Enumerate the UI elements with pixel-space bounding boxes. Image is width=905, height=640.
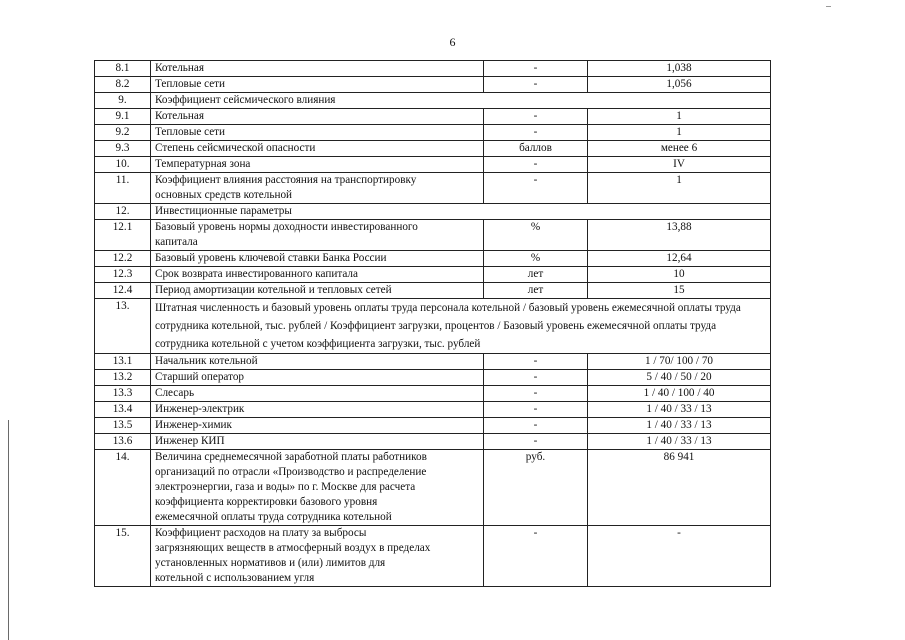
row-number: 12.4 xyxy=(95,283,151,299)
table-row xyxy=(95,77,771,93)
row-unit: - xyxy=(484,434,588,450)
row-unit: - xyxy=(484,354,588,370)
row-name: Слесарь xyxy=(151,386,484,402)
row-unit: - xyxy=(484,125,588,141)
row-number: 9.3 xyxy=(95,141,151,157)
row-unit: % xyxy=(484,220,588,251)
row-name: Базовый уровень ключевой ставки Банка России xyxy=(151,251,484,267)
row-name: Инженер-химик xyxy=(151,418,484,434)
row-number: 12.2 xyxy=(95,251,151,267)
row-name: Температурная зона xyxy=(151,157,484,173)
row-unit: баллов xyxy=(484,141,588,157)
table-row xyxy=(95,173,771,204)
row-unit: - xyxy=(484,386,588,402)
row-number: 11. xyxy=(95,173,151,204)
row-unit: - xyxy=(484,370,588,386)
row-number: 9. xyxy=(95,93,151,109)
section-title: Штатная численность и базовый уровень оплаты труда персонала котельной / базовый уровень ежемесячной оплаты труда сотрудника котельной, тыс. рублей / Коэффициент загрузки, процентов / Базовый уровень ежемесячной оплаты труда сотрудника котельной с учетом коэффициента загрузки, тыс. рублей xyxy=(151,299,771,354)
scan-artifact-dot xyxy=(826,6,831,7)
row-unit: - xyxy=(484,402,588,418)
row-value: 1 xyxy=(588,109,771,125)
row-unit: - xyxy=(484,157,588,173)
table-row xyxy=(95,450,771,526)
row-number: 9.2 xyxy=(95,125,151,141)
row-number: 8.1 xyxy=(95,61,151,77)
row-number: 13.2 xyxy=(95,370,151,386)
row-name: Величина среднемесячной заработной платы работников организаций по отрасли «Производство и распределение электроэнергии, газа и воды» по г. Москве для расчета коэффициента корректировки базового уровня ежемесячной оплаты труда сотрудника котельной xyxy=(151,450,484,526)
row-number: 15. xyxy=(95,526,151,587)
row-number: 12.3 xyxy=(95,267,151,283)
row-name: Начальник котельной xyxy=(151,354,484,370)
row-number: 13. xyxy=(95,299,151,354)
table-row xyxy=(95,434,771,450)
row-name: Старший оператор xyxy=(151,370,484,386)
row-unit: - xyxy=(484,77,588,93)
scan-artifact-line xyxy=(8,420,9,640)
row-number: 13.6 xyxy=(95,434,151,450)
parameters-table xyxy=(94,60,771,587)
section-title: Инвестиционные параметры xyxy=(151,204,771,220)
table-row xyxy=(95,157,771,173)
row-number: 13.4 xyxy=(95,402,151,418)
row-number: 13.3 xyxy=(95,386,151,402)
row-unit: лет xyxy=(484,267,588,283)
row-value: IV xyxy=(588,157,771,173)
section-row xyxy=(95,93,771,109)
row-number: 14. xyxy=(95,450,151,526)
row-value: 1 / 40 / 33 / 13 xyxy=(588,434,771,450)
table-row xyxy=(95,418,771,434)
row-unit: - xyxy=(484,173,588,204)
table-row xyxy=(95,354,771,370)
row-number: 12. xyxy=(95,204,151,220)
table-row xyxy=(95,370,771,386)
row-value: 5 / 40 / 50 / 20 xyxy=(588,370,771,386)
row-name: Котельная xyxy=(151,109,484,125)
row-name: Степень сейсмической опасности xyxy=(151,141,484,157)
table-row xyxy=(95,141,771,157)
row-unit: - xyxy=(484,418,588,434)
section-title: Коэффициент сейсмического влияния xyxy=(151,93,771,109)
table-row xyxy=(95,220,771,251)
table-row xyxy=(95,251,771,267)
row-number: 8.2 xyxy=(95,77,151,93)
table-row xyxy=(95,386,771,402)
table-row xyxy=(95,402,771,418)
table-row xyxy=(95,526,771,587)
row-name: Базовый уровень нормы доходности инвестированного капитала xyxy=(151,220,484,251)
table-row xyxy=(95,267,771,283)
row-name: Тепловые сети xyxy=(151,125,484,141)
row-value: 12,64 xyxy=(588,251,771,267)
row-value: - xyxy=(588,526,771,587)
row-value: 1 xyxy=(588,125,771,141)
row-number: 13.1 xyxy=(95,354,151,370)
row-unit: руб. xyxy=(484,450,588,526)
row-value: 1,056 xyxy=(588,77,771,93)
section-row xyxy=(95,299,771,354)
row-name: Период амортизации котельной и тепловых сетей xyxy=(151,283,484,299)
row-number: 13.5 xyxy=(95,418,151,434)
row-name: Срок возврата инвестированного капитала xyxy=(151,267,484,283)
table-row xyxy=(95,61,771,77)
row-name: Инженер КИП xyxy=(151,434,484,450)
row-unit: - xyxy=(484,109,588,125)
row-value: 1 / 70/ 100 / 70 xyxy=(588,354,771,370)
row-name: Котельная xyxy=(151,61,484,77)
row-value: 1 / 40 / 100 / 40 xyxy=(588,386,771,402)
row-unit: - xyxy=(484,61,588,77)
row-name: Коэффициент расходов на плату за выбросы загрязняющих веществ в атмосферный воздух в пределах установленных нормативов и (или) лимитов для котельной с использованием угля xyxy=(151,526,484,587)
row-unit: - xyxy=(484,526,588,587)
row-value: 1,038 xyxy=(588,61,771,77)
table-row xyxy=(95,283,771,299)
row-name: Тепловые сети xyxy=(151,77,484,93)
section-row xyxy=(95,204,771,220)
row-number: 9.1 xyxy=(95,109,151,125)
row-value: 13,88 xyxy=(588,220,771,251)
row-value: 1 xyxy=(588,173,771,204)
row-value: 15 xyxy=(588,283,771,299)
row-value: менее 6 xyxy=(588,141,771,157)
row-value: 86 941 xyxy=(588,450,771,526)
page-number: 6 xyxy=(449,35,456,49)
row-name: Коэффициент влияния расстояния на транспортировку основных средств котельной xyxy=(151,173,484,204)
row-value: 1 / 40 / 33 / 13 xyxy=(588,402,771,418)
row-value: 1 / 40 / 33 / 13 xyxy=(588,418,771,434)
row-number: 10. xyxy=(95,157,151,173)
row-number: 12.1 xyxy=(95,220,151,251)
row-unit: лет xyxy=(484,283,588,299)
row-unit: % xyxy=(484,251,588,267)
row-name: Инженер-электрик xyxy=(151,402,484,418)
table-row xyxy=(95,109,771,125)
table-row xyxy=(95,125,771,141)
row-value: 10 xyxy=(588,267,771,283)
